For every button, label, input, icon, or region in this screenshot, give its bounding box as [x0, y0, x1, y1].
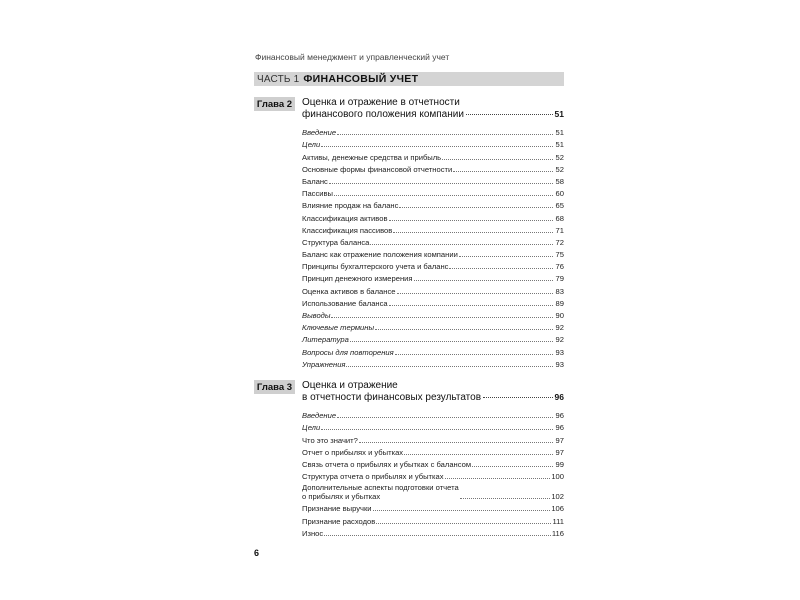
toc-entry-page: 52 [555, 164, 564, 174]
toc-entry-page: 90 [555, 311, 564, 320]
dot-leader [397, 293, 554, 294]
toc-entry[interactable] [302, 235, 564, 247]
toc-entry-page: 51 [555, 128, 564, 138]
toc-entry-label: Пассивы [302, 189, 334, 199]
dot-leader [324, 535, 551, 536]
toc-entry-label: Активы, денежные средства и прибыль [302, 152, 442, 162]
toc-list [302, 408, 564, 538]
dot-leader [472, 466, 553, 467]
toc-entry-page: 75 [555, 250, 564, 260]
toc-entry-page: 111 [552, 516, 564, 526]
toc-entry-label: Цели [302, 140, 321, 150]
toc-entry-label: Связь отчета о прибылях и убытках с балансом [302, 459, 472, 469]
chapter-page-number: 96 [554, 391, 564, 402]
toc-entry-page: 76 [555, 262, 564, 272]
toc-entry[interactable] [302, 271, 564, 283]
toc-entry-page: 93 [555, 359, 564, 369]
toc-entry[interactable] [302, 198, 564, 210]
toc-entry-page: 99 [555, 459, 564, 469]
toc-entry-label: Цели [302, 423, 321, 433]
toc-entry-page: 83 [555, 286, 564, 296]
toc-entry-label: Признание выручки [302, 504, 372, 514]
dot-leader [337, 417, 553, 418]
dot-leader [466, 114, 553, 115]
toc-entry-label-line: Дополнительные аспекты подготовки отчета [302, 483, 459, 493]
chapter-badge: Глава 2 [254, 97, 295, 111]
chapter-title[interactable] [302, 97, 564, 120]
toc-entry-page: 102 [551, 492, 564, 502]
toc-entry[interactable] [302, 344, 564, 356]
dot-leader [483, 397, 553, 398]
toc-entry-page: 52 [555, 152, 564, 162]
toc-entry-label: Литература [302, 335, 349, 345]
dot-leader [375, 329, 553, 330]
toc-entry-page: 96 [555, 411, 564, 421]
toc-entry-label: Принцип денежного измерения [302, 274, 413, 284]
dot-leader [350, 341, 553, 342]
toc-entry-label: Введение [302, 128, 337, 138]
toc-entry-label: Износ [302, 528, 324, 538]
toc-entry-label: Отчет о прибылях и убытках [302, 447, 404, 457]
toc-entry-label [302, 483, 459, 501]
toc-entry[interactable] [302, 481, 564, 501]
dot-leader [460, 498, 551, 499]
toc-entry-label: Признание расходов [302, 516, 376, 526]
toc-entry-label: Структура баланса [302, 237, 370, 247]
toc-entry[interactable] [302, 296, 564, 308]
dot-leader [331, 317, 553, 318]
toc-entry[interactable] [302, 223, 564, 235]
dot-leader [373, 510, 551, 511]
dot-leader [321, 146, 553, 147]
toc-entry-page: 72 [555, 237, 564, 247]
toc-entry[interactable] [302, 332, 564, 344]
running-header: Финансовый менеджмент и управленческий учет [255, 52, 450, 62]
dot-leader [442, 159, 553, 160]
toc-entry-page: 58 [555, 176, 564, 186]
dot-leader [389, 220, 554, 221]
dot-leader [404, 454, 553, 455]
dot-leader [337, 134, 553, 135]
chapter-badge: Глава 3 [254, 380, 295, 394]
toc-entry-label: Классификация активов [302, 213, 388, 223]
toc-entry[interactable] [302, 408, 564, 420]
dot-leader [449, 268, 553, 269]
chapter-title-line: Оценка и отражение в отчетности [302, 97, 460, 108]
dot-leader [395, 354, 553, 355]
toc-entry-label: Ключевые термины [302, 323, 375, 333]
toc-entry[interactable] [302, 445, 564, 457]
chapter-title-line: финансового положения компании [302, 108, 464, 120]
toc-entry[interactable] [302, 501, 564, 513]
toc-entry-page: 100 [551, 472, 564, 482]
toc-entry-label: Основные формы финансовой отчетности [302, 164, 453, 174]
toc-entry[interactable] [302, 259, 564, 271]
dot-leader [389, 305, 553, 306]
chapter-title-line: в отчетности финансовых результатов [302, 391, 482, 403]
toc-entry-page: 60 [555, 189, 564, 199]
toc-entry[interactable] [302, 210, 564, 222]
toc-entry-page: 71 [555, 225, 564, 235]
toc-entry-page: 93 [555, 347, 564, 357]
dot-leader [321, 429, 553, 430]
toc-entry-page: 92 [555, 323, 564, 333]
dot-leader [459, 256, 553, 257]
toc-entry-label: Выводы [302, 311, 331, 320]
toc-entry-label: Оценка активов в балансе [302, 286, 396, 296]
toc-entry-page: 79 [555, 274, 564, 284]
dot-leader [359, 442, 553, 443]
toc-entry-label: Классификация пассивов [302, 225, 393, 235]
toc-entry-page: 65 [555, 201, 564, 211]
toc-entry-label: Структура отчета о прибылях и убытках [302, 472, 444, 482]
toc-entry[interactable] [302, 526, 564, 538]
toc-entry-label: Принципы бухгалтерского учета и баланс [302, 262, 449, 272]
part-banner [254, 72, 564, 86]
toc-entry[interactable] [302, 174, 564, 186]
toc-entry[interactable] [302, 247, 564, 259]
toc-entry-page: 92 [555, 335, 564, 345]
toc-entry[interactable] [302, 357, 564, 369]
dot-leader [370, 244, 553, 245]
toc-entry-page: 89 [555, 298, 564, 308]
toc-entry[interactable] [302, 137, 564, 149]
dot-leader [393, 232, 553, 233]
toc-entry[interactable] [302, 283, 564, 295]
toc-entry-label-line: о прибылях и убытках [302, 492, 381, 502]
page-number: 6 [254, 548, 260, 558]
toc-entry[interactable] [302, 186, 564, 198]
toc-entry[interactable] [302, 420, 564, 432]
toc-entry-label: Баланс [302, 176, 328, 186]
toc-list [302, 125, 564, 369]
toc-entry-label: Вопросы для повторения [302, 347, 394, 357]
toc-entry-label: Упражнения [302, 359, 346, 369]
toc-entry-page: 51 [555, 140, 564, 150]
dot-leader [445, 478, 551, 479]
part-label: ЧАСТЬ 1 [257, 73, 300, 85]
chapter-page-number: 51 [554, 108, 564, 119]
dot-leader [453, 171, 553, 172]
part-title: ФИНАНСОВЫЙ УЧЕТ [303, 73, 419, 85]
dot-leader [346, 366, 553, 367]
toc-entry-page: 116 [551, 528, 564, 538]
toc-entry-label: Что это значит? [302, 435, 358, 445]
dot-leader [329, 183, 553, 184]
toc-entry[interactable] [302, 125, 564, 137]
toc-entry-label: Влияние продаж на баланс [302, 201, 399, 211]
chapter-title-line: Оценка и отражение [302, 380, 398, 391]
dot-leader [414, 280, 553, 281]
toc-entry-page: 96 [555, 423, 564, 433]
toc-entry[interactable] [302, 457, 564, 469]
toc-entry-label: Введение [302, 411, 337, 421]
toc-entry[interactable] [302, 308, 564, 320]
toc-entry[interactable] [302, 162, 564, 174]
toc-entry-page: 106 [551, 504, 564, 514]
toc-entry-label: Баланс как отражение положения компании [302, 250, 458, 260]
toc-entry[interactable] [302, 513, 564, 525]
toc-entry[interactable] [302, 149, 564, 161]
toc-entry-page: 97 [555, 435, 564, 445]
dot-leader [334, 195, 553, 196]
toc-entry-label: Использование баланса [302, 298, 388, 308]
toc-entry[interactable] [302, 469, 564, 481]
dot-leader [399, 207, 553, 208]
toc-entry[interactable] [302, 432, 564, 444]
toc-entry-page: 97 [555, 447, 564, 457]
dot-leader [376, 523, 551, 524]
chapter-title[interactable] [302, 380, 564, 403]
toc-entry-page: 68 [555, 213, 564, 223]
toc-entry[interactable] [302, 320, 564, 332]
